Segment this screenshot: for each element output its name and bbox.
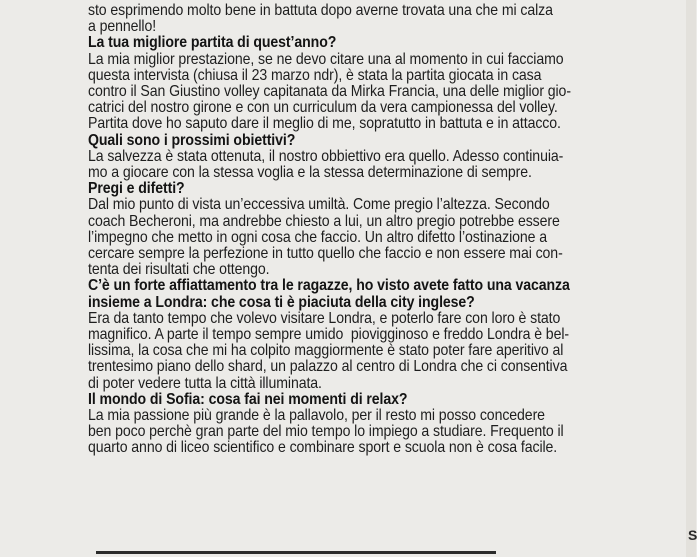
answer-line: mo a giocare con la stessa voglia e la stessa determinazione di sempre. bbox=[88, 164, 532, 182]
answer-line: contro il San Giustino volley capitanata da Mirka Francia, una delle miglior gio- bbox=[88, 83, 571, 101]
question-line: La tua migliore partita di quest’anno? bbox=[88, 34, 337, 52]
answer-line: La mia passione più grande è la pallavolo, per il resto mi posso concedere bbox=[88, 407, 545, 425]
bottom-rule bbox=[96, 551, 496, 554]
answer-line: Partita dove ho saputo dare il meglio di me, sopratutto in battuta e in attacco. bbox=[88, 115, 561, 133]
question-line: Pregi e difetti? bbox=[88, 180, 185, 198]
page-edge bbox=[686, 0, 696, 557]
answer-line: ben poco perchè gran parte del mio tempo lo impiego a studiare. Frequento il bbox=[88, 423, 564, 441]
answer-line: l’impegno che metto in ogni cosa che faccio. Un altro difetto l’ostinazione a bbox=[88, 228, 548, 246]
answer-line: quarto anno di liceo scientifico e combinare sport e scuola non è cosa facile. bbox=[88, 439, 558, 457]
interview-article bbox=[88, 3, 627, 457]
answer-line: cercare sempre la perfezione in tutto quello che faccio e non essere mai con- bbox=[88, 245, 563, 263]
question-line: insieme a Londra: che cosa ti è piaciuta della city inglese? bbox=[88, 293, 475, 311]
answer-line: catrici del nostro girone e con un curriculum da vera campionessa del volley. bbox=[88, 99, 558, 117]
answer-line: a pennello! bbox=[88, 18, 157, 36]
answer-line: coach Becheroni, ma andrebbe chiesto a lui, un altro pregio potrebbe essere bbox=[88, 212, 560, 230]
answer-line: di poter vedere tutta la città illuminata. bbox=[88, 374, 322, 392]
question-line: C’è un forte affiattamento tra le ragazze, ho visto avete fatto una vacanza bbox=[88, 277, 570, 295]
answer-line: La mia miglior prestazione, se ne devo citare una al momento in cui facciamo bbox=[88, 50, 564, 68]
answer-line: magnifico. A parte il tempo sempre umido piovigginoso e freddo Londra è bel- bbox=[88, 326, 569, 344]
answer-line: sto esprimendo molto bene in battuta dopo averne trovata una che mi calza bbox=[88, 2, 553, 19]
answer-line: La salvezza è stata ottenuta, il nostro obbiettivo era quello. Adesso continuia- bbox=[88, 147, 564, 165]
answer-line: lissima, la cosa che mi ha colpito maggiormente è stato poter fare aperitivo al bbox=[88, 342, 564, 360]
answer-line: questa intervista (chiusa il 23 marzo ndr), è stata la partita giocata in casa bbox=[88, 66, 542, 84]
question-line: Il mondo di Sofia: cosa fai nei momenti di relax? bbox=[88, 390, 408, 408]
answer-line: trentesimo piano dello shard, un palazzo al centro di Londra che ci consentiva bbox=[88, 358, 568, 376]
question-line: Quali sono i prossimi obiettivi? bbox=[88, 131, 296, 149]
answer-line: tenta dei risultati che ottengo. bbox=[88, 261, 270, 279]
answer-line: Era da tanto tempo che volevo visitare Londra, e poterlo fare con loro è stato bbox=[88, 309, 561, 327]
answer-line: Dal mio punto di vista un’eccessiva umiltà. Come pregio l’altezza. Secondo bbox=[88, 196, 550, 214]
page-number: S bbox=[688, 527, 697, 543]
